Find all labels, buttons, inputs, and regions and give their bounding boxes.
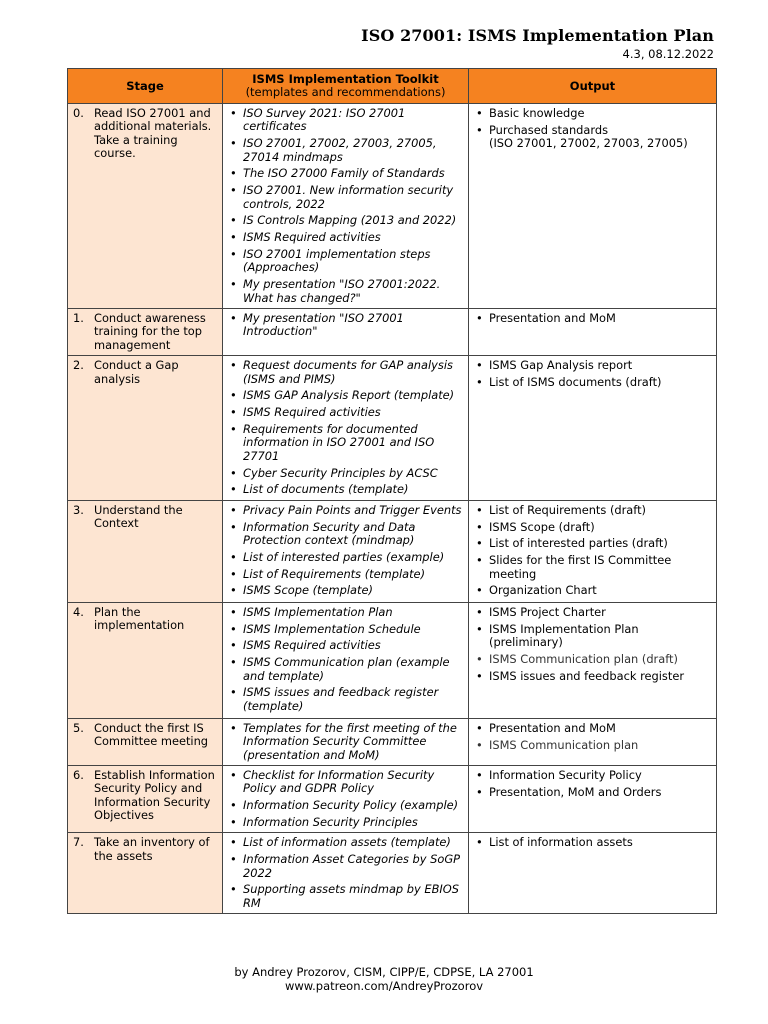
- output-item: • Slides for the first IS Committee meeting: [489, 554, 712, 581]
- toolkit-cell: [223, 356, 469, 501]
- header-output: Output: [469, 69, 717, 104]
- output-list: [473, 107, 712, 151]
- toolkit-list: [227, 769, 464, 829]
- output-list: [473, 504, 712, 598]
- output-cell: [469, 718, 717, 765]
- stage-text: Plan the implementation: [94, 604, 185, 633]
- stage-text: Conduct awareness training for the top management: [94, 311, 206, 352]
- toolkit-cell: [223, 602, 469, 718]
- toolkit-cell: [223, 718, 469, 765]
- toolkit-list: [227, 107, 464, 305]
- output-item: • Organization Chart: [489, 584, 712, 597]
- toolkit-item: • ISO 27001, 27002, 27003, 27005, 27014 mindmaps: [243, 137, 464, 164]
- toolkit-item: • Privacy Pain Points and Trigger Events: [243, 504, 464, 517]
- stage-number: 2.: [73, 358, 84, 373]
- toolkit-item: • My presentation "ISO 27001 Introduction": [243, 312, 464, 339]
- output-item: • ISMS issues and feedback register: [489, 670, 712, 683]
- toolkit-cell: [223, 833, 469, 914]
- output-cell: [469, 766, 717, 833]
- output-list: [473, 722, 712, 752]
- toolkit-item: • ISMS issues and feedback register (template): [243, 686, 464, 713]
- header-toolkit: [223, 69, 469, 104]
- output-list: [473, 312, 712, 325]
- toolkit-cell: [223, 104, 469, 309]
- stage-cell: [68, 356, 223, 501]
- implementation-plan-table: [67, 68, 717, 914]
- table-body: [68, 104, 717, 914]
- output-cell: [469, 104, 717, 309]
- output-cell: [469, 833, 717, 914]
- output-cell: [469, 500, 717, 602]
- stage-cell: [68, 766, 223, 833]
- toolkit-item: • Information Security Principles: [243, 816, 464, 829]
- stage-cell: [68, 104, 223, 309]
- toolkit-item: • List of interested parties (example): [243, 551, 464, 564]
- table-row: [68, 602, 717, 718]
- toolkit-list: [227, 836, 464, 910]
- table-row: [68, 833, 717, 914]
- output-item: • Purchased standards (ISO 27001, 27002, 27003, 27005): [489, 124, 712, 151]
- stage-cell: [68, 833, 223, 914]
- output-list: [473, 359, 712, 389]
- stage-text: Understand the Context: [94, 502, 183, 531]
- output-item: • Presentation and MoM: [489, 722, 712, 735]
- stage-number: 7.: [73, 835, 84, 850]
- toolkit-item: • ISMS GAP Analysis Report (template): [243, 389, 464, 402]
- stage-cell: [68, 718, 223, 765]
- output-list: [473, 769, 712, 799]
- table-row: [68, 500, 717, 602]
- toolkit-list: [227, 722, 464, 762]
- toolkit-item: • Templates for the first meeting of the Information Security Committee (presentation and MoM): [243, 722, 464, 762]
- output-item: • ISMS Project Charter: [489, 606, 712, 619]
- toolkit-item: • Information Security and Data Protection context (mindmap): [243, 521, 464, 548]
- output-item: • ISMS Scope (draft): [489, 521, 712, 534]
- stage-cell: [68, 602, 223, 718]
- toolkit-item: • Supporting assets mindmap by EBIOS RM: [243, 883, 464, 910]
- output-list: [473, 836, 712, 849]
- stage-cell: [68, 500, 223, 602]
- stage-number: 6.: [73, 768, 84, 783]
- toolkit-item: • Request documents for GAP analysis (ISMS and PIMS): [243, 359, 464, 386]
- doc-version: 4.3, 08.12.2022: [622, 47, 714, 61]
- stage-text: Establish Information Security Policy and Information Security Objectives: [94, 768, 215, 823]
- toolkit-item: • ISMS Required activities: [243, 406, 464, 419]
- toolkit-cell: [223, 500, 469, 602]
- toolkit-item: • ISMS Implementation Plan: [243, 606, 464, 619]
- table-header-row: [68, 69, 717, 104]
- toolkit-item: • Information Asset Categories by SoGP 2022: [243, 853, 464, 880]
- header-toolkit-subtitle: (templates and recommendations): [245, 85, 446, 99]
- output-cell: [469, 602, 717, 718]
- toolkit-list: [227, 312, 464, 339]
- footer-url[interactable]: www.patreon.com/AndreyProzorov: [284, 979, 484, 993]
- toolkit-item: • Checklist for Information Security Policy and GDPR Policy: [243, 769, 464, 796]
- header-stage: Stage: [68, 69, 223, 104]
- output-item: • Basic knowledge: [489, 107, 712, 120]
- output-item: • Information Security Policy: [489, 769, 712, 782]
- output-item: • List of ISMS documents (draft): [489, 376, 712, 389]
- output-cell: [469, 309, 717, 356]
- toolkit-cell: [223, 766, 469, 833]
- toolkit-item: • IS Controls Mapping (2013 and 2022): [243, 214, 464, 227]
- toolkit-list: [227, 359, 464, 497]
- toolkit-item: • List of information assets (template): [243, 836, 464, 849]
- stage-number: 5.: [73, 720, 84, 735]
- toolkit-item: • Cyber Security Principles by ACSC: [243, 467, 464, 480]
- output-item: • Presentation and MoM: [489, 312, 712, 325]
- table-row: [68, 356, 717, 501]
- toolkit-item: • ISO 27001 implementation steps (Approaches): [243, 248, 464, 275]
- toolkit-item: • The ISO 27000 Family of Standards: [243, 167, 464, 180]
- output-item: • List of information assets: [489, 836, 712, 849]
- output-item: • ISMS Communication plan (draft): [489, 653, 712, 666]
- output-item: • List of Requirements (draft): [489, 504, 712, 517]
- toolkit-item: • My presentation "ISO 27001:2022. What has changed?": [243, 278, 464, 305]
- toolkit-item: • ISMS Required activities: [243, 639, 464, 652]
- doc-title: ISO 27001: ISMS Implementation Plan: [361, 26, 714, 45]
- output-item: • ISMS Gap Analysis report: [489, 359, 712, 372]
- toolkit-item: • ISMS Required activities: [243, 231, 464, 244]
- toolkit-item: • Information Security Policy (example): [243, 799, 464, 812]
- stage-text: Take an inventory of the assets: [94, 835, 210, 863]
- toolkit-item: • ISO 27001. New information security controls, 2022: [243, 184, 464, 211]
- output-item: • List of interested parties (draft): [489, 537, 712, 550]
- output-item: • ISMS Communication plan: [489, 739, 712, 752]
- toolkit-item: • ISMS Scope (template): [243, 584, 464, 597]
- output-item: • Presentation, MoM and Orders: [489, 786, 712, 799]
- output-list: [473, 606, 712, 683]
- output-item: • ISMS Implementation Plan (preliminary): [489, 623, 712, 650]
- toolkit-list: [227, 606, 464, 713]
- stage-text: Conduct a Gap analysis: [94, 358, 179, 386]
- toolkit-item: • Requirements for documented information in ISO 27001 and ISO 27701: [243, 423, 464, 463]
- toolkit-item: • ISMS Implementation Schedule: [243, 623, 464, 636]
- toolkit-item: • ISO Survey 2021: ISO 27001 certificates: [243, 107, 464, 134]
- toolkit-item: • ISMS Communication plan (example and template): [243, 656, 464, 683]
- toolkit-item: • List of Requirements (template): [243, 568, 464, 581]
- table-row: [68, 104, 717, 309]
- stage-number: 0.: [73, 106, 84, 120]
- toolkit-cell: [223, 309, 469, 356]
- stage-number: 1.: [73, 311, 84, 326]
- table-row: [68, 766, 717, 833]
- toolkit-item: • List of documents (template): [243, 483, 464, 496]
- output-cell: [469, 356, 717, 501]
- stage-number: 4.: [73, 604, 84, 619]
- table-row: [68, 309, 717, 356]
- table-row: [68, 718, 717, 765]
- header-toolkit-title: ISMS Implementation Toolkit: [252, 72, 439, 86]
- stage-number: 3.: [73, 502, 84, 517]
- stage-text: Conduct the first IS Committee meeting: [94, 720, 209, 749]
- toolkit-list: [227, 504, 464, 598]
- stage-cell: [68, 309, 223, 356]
- footer-author: by Andrey Prozorov, CISM, CIPP/E, CDPSE, LA 27001: [234, 965, 534, 979]
- stage-text: Read ISO 27001 and additional materials. Take a training course.: [94, 106, 212, 161]
